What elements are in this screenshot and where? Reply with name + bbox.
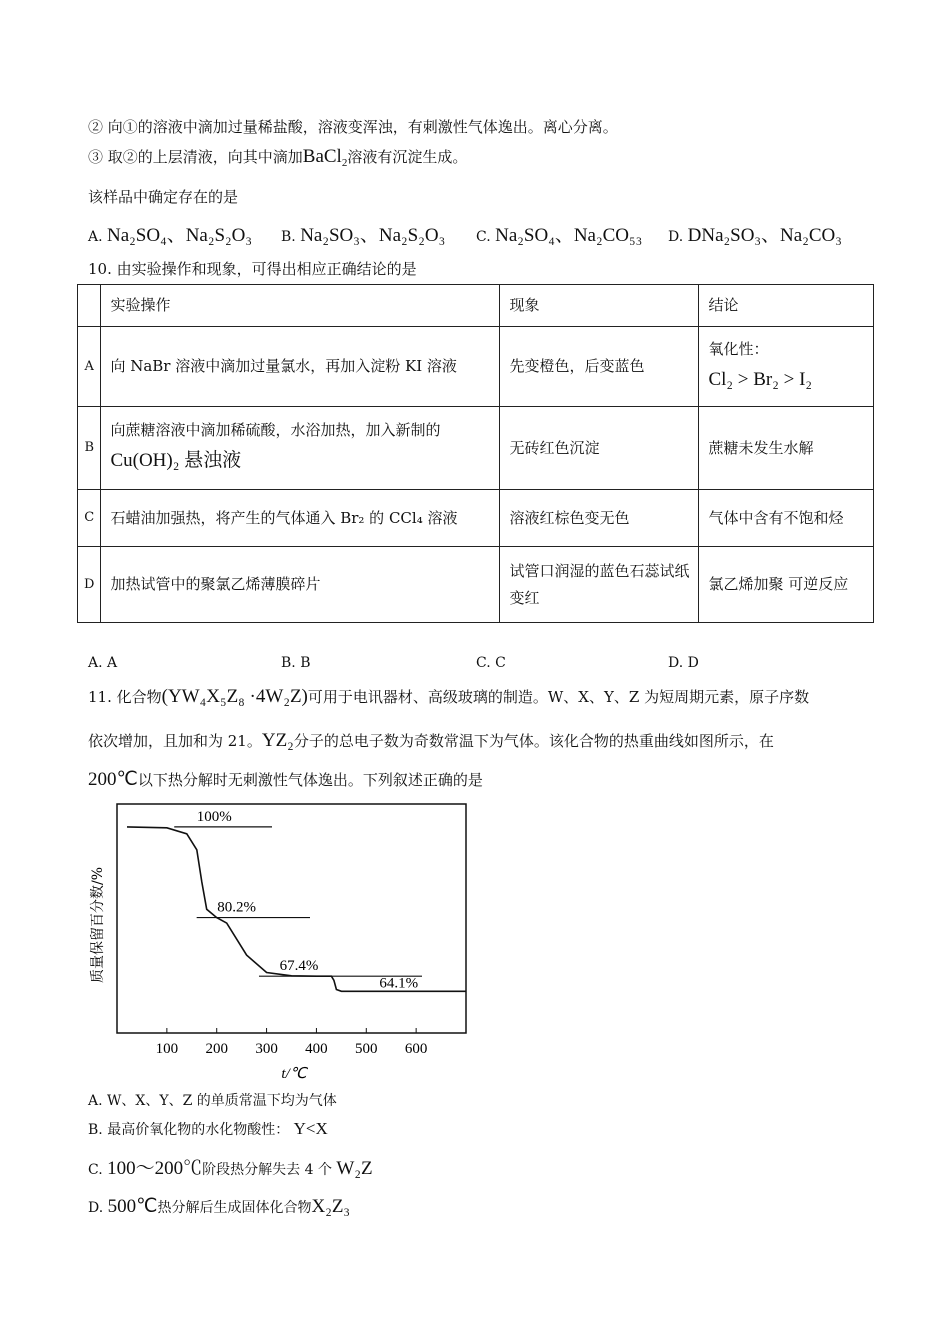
row-phenomenon: 溶液红棕色变无色: [500, 490, 699, 547]
row-operation: 石蜡油加强热，将产生的气体通入 Br₂ 的 CCl₄ 溶液: [101, 490, 500, 547]
row-conclusion: 蔗糖未发生水解: [699, 407, 874, 490]
thermogravimetric-chart: [80, 795, 480, 1085]
table-row: [78, 327, 874, 407]
row-operation: 加热试管中的聚氯乙烯薄膜碎片: [101, 547, 500, 623]
q10-answer-b[interactable]: B. B: [281, 655, 311, 671]
q10-answer-c[interactable]: C. C: [476, 655, 506, 671]
row-operation: 向蔗糖溶液中滴加稀硫酸，水浴加热，加入新制的 Cu(OH)₂ 悬浊液: [101, 407, 500, 490]
q9-option-b[interactable]: B. Na₂SO₃、Na₂S₂O₃: [281, 225, 446, 246]
row-conclusion: 氧化性： Cl₂ > Br₂ > I₂: [699, 327, 874, 407]
row-label: C: [78, 490, 101, 547]
table-header-row: [78, 285, 874, 327]
annotation-label: 64.1%: [379, 975, 419, 992]
table-row: [78, 407, 874, 490]
q10-answer-d[interactable]: D. D: [668, 655, 699, 671]
row-conclusion: 氯乙烯加聚 可逆反应: [699, 547, 874, 623]
row-label: B: [78, 407, 101, 490]
row-label: A: [78, 327, 101, 407]
q11-option-d[interactable]: D. 500℃热分解后生成固体化合物X₂Z₃: [88, 1196, 351, 1217]
experiment-table: [77, 284, 874, 623]
x-tick-label: 500: [355, 1041, 378, 1057]
q9-option-c[interactable]: C. Na₂SO₄、Na₂CO₅₃: [476, 225, 643, 246]
chart-xlabel: t/℃: [281, 1066, 307, 1082]
row-conclusion: 气体中含有不饱和烃: [699, 490, 874, 547]
q11-line-3: 200℃以下热分解时无刺激性气体逸出。下列叙述正确的是: [88, 769, 483, 790]
chart-frame: [117, 804, 466, 1033]
header-operation: 实验操作: [101, 285, 500, 327]
x-tick-label: 300: [255, 1041, 278, 1057]
annotation-label: 80.2%: [217, 899, 257, 916]
q11-option-b[interactable]: B. 最高价氧化物的水化物酸性： Y<X: [88, 1119, 328, 1138]
row-label: D: [78, 547, 101, 623]
table-row: [78, 490, 874, 547]
x-tick-label: 100: [155, 1041, 179, 1057]
table-row: [78, 547, 874, 623]
chart-ylabel: 质量保留百分数/%: [90, 866, 106, 984]
bacl2-formula: BaCl$_2$: [302, 146, 348, 169]
q9-option-d[interactable]: D. DNa₂SO₃、Na₂CO₃: [668, 225, 842, 246]
q11-option-c[interactable]: C. 100～200℃阶段热分解失去 4 个 W₂Z: [88, 1158, 373, 1179]
q10-answer-a[interactable]: A. A: [88, 655, 118, 671]
x-tick-label: 600: [404, 1041, 428, 1057]
row-phenomenon: 试管口润湿的蓝色石蕊试纸变红: [500, 547, 699, 623]
q11-line-1: 11. 化合物(YW₄X₅Z₈ ·4W₂Z)可用于电讯器材、高级玻璃的制造。W、X、Y、Z 为短周期元素，原子序数: [88, 686, 810, 707]
step-2-text: ② 向①的溶液中滴加过量稀盐酸，溶液变浑浊，有刺激性气体逸出。离心分离。: [88, 118, 618, 136]
question-text: 该样品中确定存在的是: [88, 188, 239, 206]
row-operation: 向 NaBr 溶液中滴加过量氯水，再加入淀粉 KI 溶液: [101, 327, 500, 407]
annotation-label: 100%: [196, 808, 232, 825]
header-conclusion: 结论: [699, 285, 874, 327]
step-3-text: ③ 取②的上层清液，向其中滴加BaCl$_2$溶液有沉淀生成。: [88, 146, 468, 169]
annotation-label: 67.4%: [279, 958, 319, 975]
q10-title: 10. 由实验操作和现象，可得出相应正确结论的是: [88, 260, 417, 278]
q11-option-a[interactable]: A. W、X、Y、Z 的单质常温下均为气体: [88, 1093, 337, 1109]
q11-line-2: 依次增加，且加和为 21。YZ₂分子的总电子数为奇数常温下为气体。该化合物的热重曲线如图所示，在: [88, 730, 774, 751]
q9-option-a[interactable]: A. Na₂SO₄、Na₂S₂O₃: [88, 225, 253, 246]
compound-formula: (YW₄X₅Z₈ ·4W₂Z): [161, 686, 308, 707]
row-phenomenon: 无砖红色沉淀: [500, 407, 699, 490]
row-phenomenon: 先变橙色，后变蓝色: [500, 327, 699, 407]
x-tick-label: 200: [205, 1041, 228, 1057]
x-tick-label: 400: [305, 1041, 328, 1057]
header-phenomenon: 现象: [500, 285, 699, 327]
header-label: [78, 285, 101, 327]
